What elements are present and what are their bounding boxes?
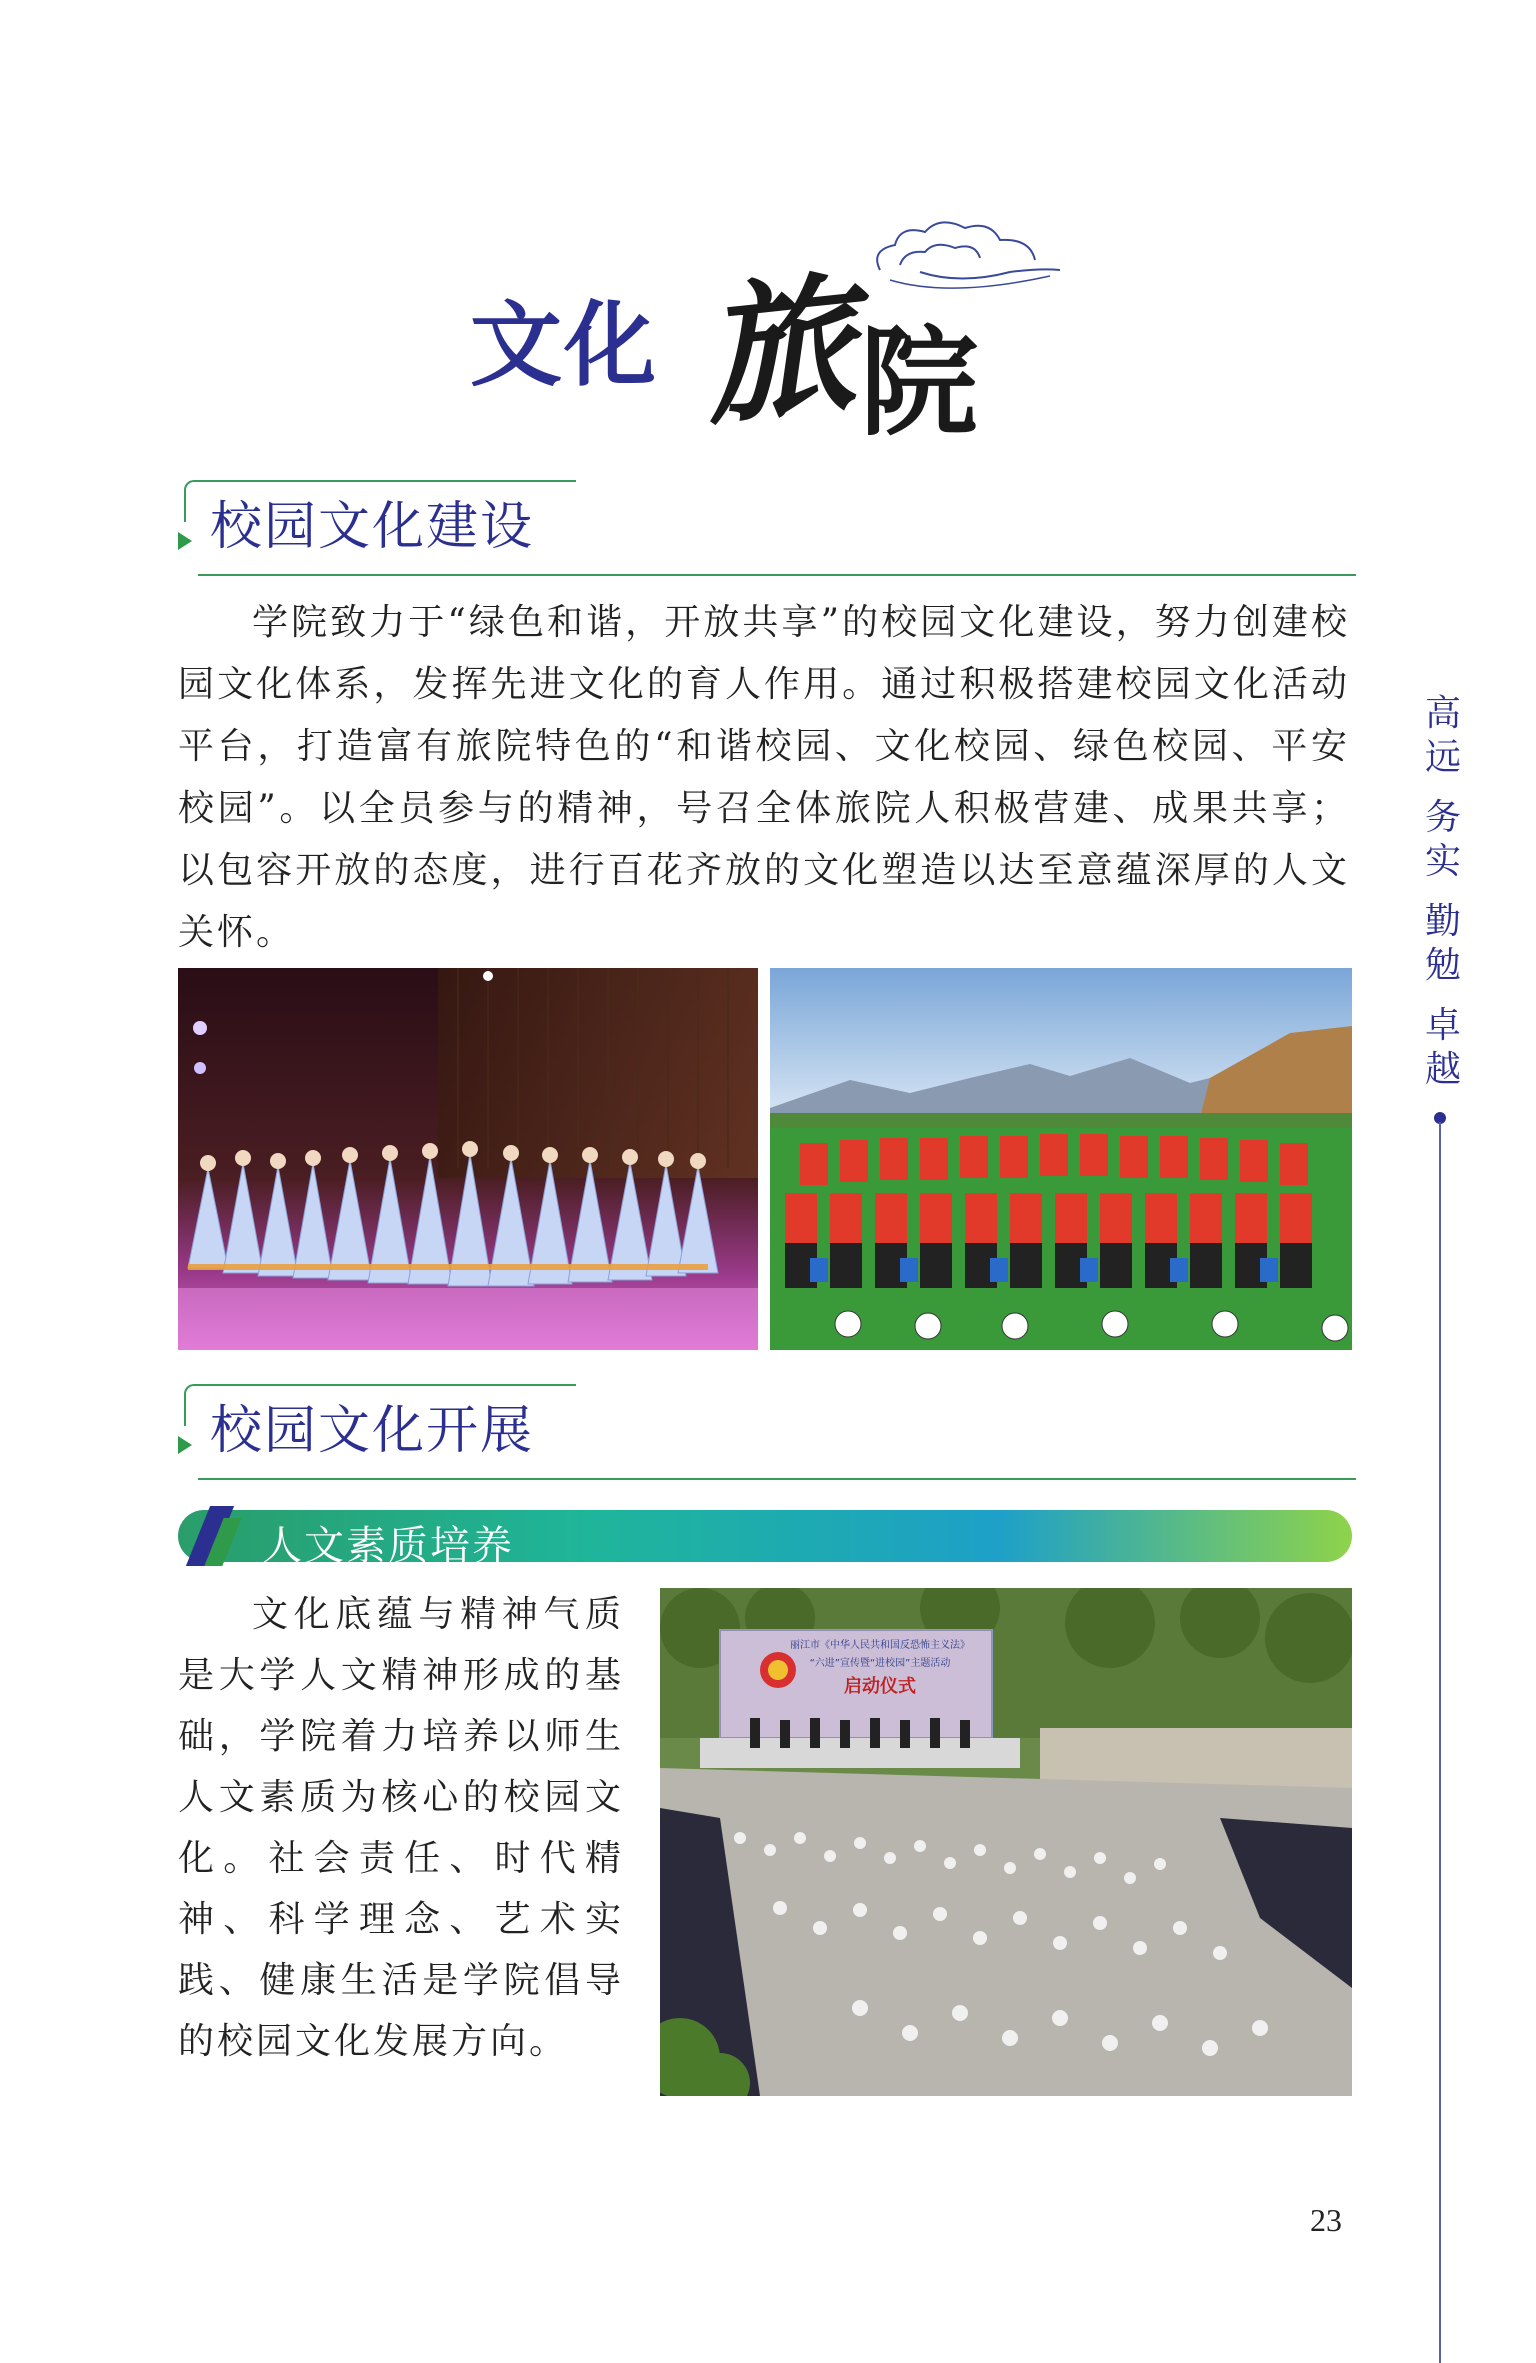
title-char-college: 院 [860,313,979,452]
section1-paragraph: 学院致力于“绿色和谐，开放共享”的校园文化建设，努力创建校园文化体系，发挥先进文化的育人作用。通过积极搭建校园文化活动平台，打造富有旅院特色的“和谐校园、文化校园、绿色校园、平安校园”。以全员参与的精神，号召全体旅院人积极营建、成果共享；以包容开放的态度，进行百花齐放的文化塑造以达至意蕴深厚的人文关怀。 [178,602,1350,953]
motto-char: 务 [1424,797,1461,838]
section-header-campus-culture-building [178,480,1356,576]
subsection-banner [178,1510,1352,1569]
title-word-culture: 文化 [470,292,659,399]
section2-paragraph: 文化底蕴与精神气质是大学人文精神形成的基础，学院着力培养以师生人文素质为核心的校园文化。社会责任、时代精神、科学理念、艺术实践、健康生活是学院倡导的校园文化发展方向。 [178,1594,624,2062]
cloud-ornament-icon [860,210,1060,300]
motto-char: 高 [1424,693,1461,734]
title-char-travel: 旅 [694,255,863,447]
motto-char: 勤 [1424,901,1461,942]
page-number: 23 [1310,2202,1342,2238]
header-underline [198,1478,1356,1480]
motto-char: 越 [1424,1049,1461,1090]
ceremony-crowd-photo [660,1588,1352,2096]
football-team-photo [770,968,1352,1350]
page-title-logo [470,210,1070,452]
section-title: 校园文化开展 [210,1401,535,1461]
motto-char: 实 [1424,841,1461,882]
banner-line-1: 丽江市《中华人民共和国反恐怖主义法》 [790,1640,970,1651]
banner-line-2: “六进”宣传暨“进校园”主题活动 [809,1658,951,1669]
banner-line-3: 启动仪式 [844,1676,916,1697]
subsection-title: 人文素质培养 [262,1523,514,1569]
header-underline [198,574,1356,576]
motto-char: 勉 [1424,945,1461,986]
section-header-campus-culture-activities [178,1384,1356,1480]
motto-char: 卓 [1424,1005,1461,1046]
triangle-marker-icon [178,1436,192,1454]
triangle-marker-icon [178,532,192,550]
dance-performance-photo [178,968,758,1350]
section-title: 校园文化建设 [210,497,535,557]
side-vertical-rule [1439,1122,1441,2363]
side-motto [1418,692,1468,1092]
motto-char: 远 [1424,737,1461,778]
